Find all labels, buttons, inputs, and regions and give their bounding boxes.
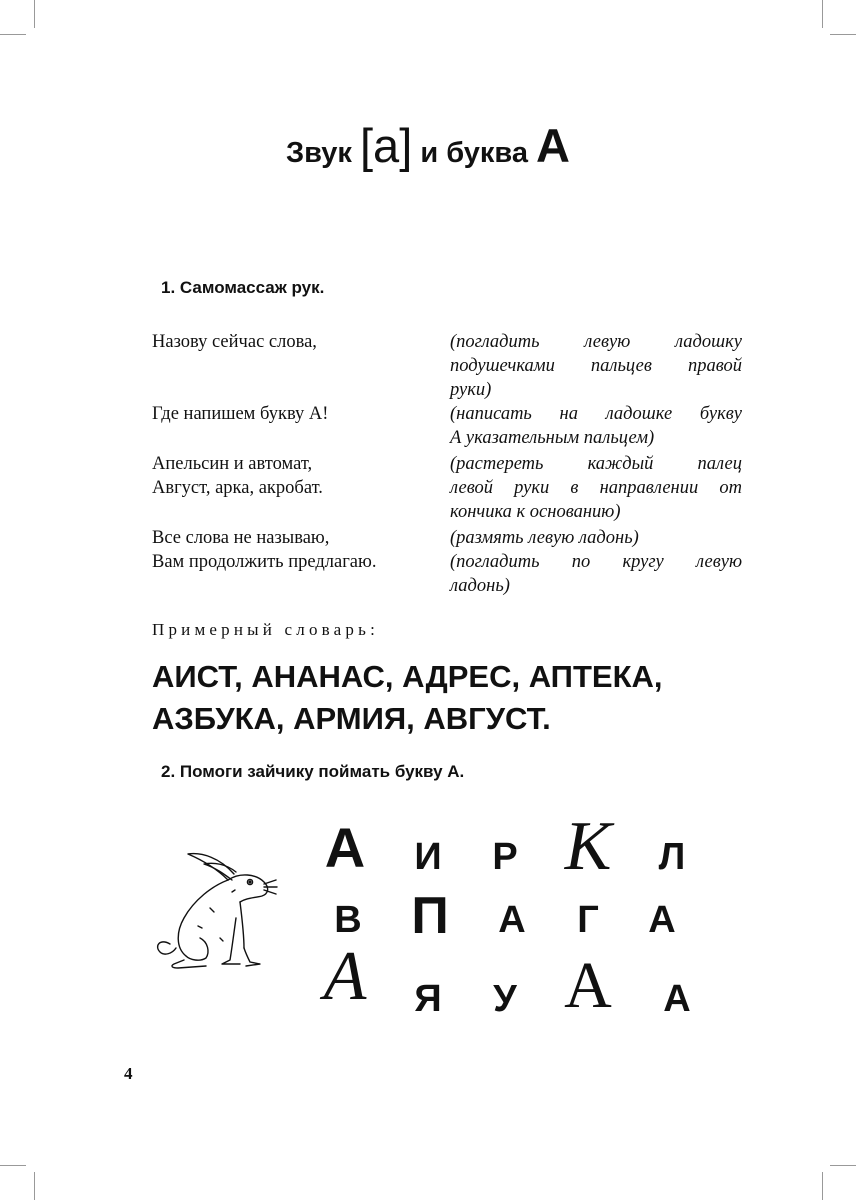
poem-line [152, 476, 742, 500]
poem-line [152, 378, 742, 402]
title-part2: и буква [412, 137, 537, 169]
instruction-text: А указательным пальцем) [450, 428, 655, 448]
poem-line [152, 550, 742, 574]
verse-text: Август, арка, акробат. [152, 478, 323, 498]
grid-letter: А [323, 938, 367, 1015]
poem-stanza [152, 402, 742, 450]
page-number: 4 [124, 1064, 133, 1083]
verse-text [152, 574, 450, 598]
grid-letter: А [564, 949, 612, 1022]
grid-letter: У [493, 978, 517, 1020]
instruction-text: (растереть каждый палец [450, 454, 742, 474]
grid-letter: А [324, 816, 366, 879]
grid-letter: А [663, 978, 691, 1020]
dictionary-line: АЗБУКА, АРМИЯ, АВГУСТ. [152, 701, 551, 736]
rabbit-illustration [150, 848, 280, 973]
verse-text [152, 426, 450, 450]
poem-stanza [152, 452, 742, 524]
crop-mark [34, 0, 35, 28]
crop-mark [830, 1165, 856, 1166]
verse-text: Вам продолжить предлагаю. [152, 552, 377, 572]
poem-line [152, 500, 742, 524]
title-part1: Звук [286, 137, 360, 169]
verse-text: Назову сейчас слова, [152, 332, 317, 352]
instruction-text: руки) [450, 380, 492, 400]
poem-stanza [152, 330, 742, 402]
massage-poem [152, 330, 742, 598]
poem-line [152, 402, 742, 426]
crop-mark [0, 34, 26, 35]
grid-letter: Л [658, 836, 686, 878]
instruction-text: (размять левую ладонь) [450, 528, 639, 548]
verse-text [152, 354, 450, 378]
poem-line [152, 330, 742, 354]
section1-heading: 1. Самомассаж рук. [161, 278, 325, 297]
dictionary-words [152, 656, 772, 740]
grid-letter: А [498, 899, 526, 941]
dictionary-line: АИСТ, АНАНАС, АДРЕС, АПТЕКА, [152, 659, 663, 694]
verse-text [152, 378, 450, 402]
grid-letter: Я [414, 978, 442, 1020]
verse-text: Все слова не называю, [152, 528, 330, 548]
crop-mark [0, 1165, 26, 1166]
instruction-text: (написать на ладошке букву [450, 404, 742, 424]
verse-text: Апельсин и автомат, [152, 454, 313, 474]
verse-text: Где напишем букву А! [152, 404, 329, 424]
verse-text [152, 500, 450, 524]
grid-letter: В [334, 899, 362, 941]
grid-letter: Р [492, 836, 518, 878]
page-title [0, 118, 856, 173]
poem-line [152, 574, 742, 598]
poem-line [152, 354, 742, 378]
title-sound: [а] [360, 119, 413, 172]
grid-letter: И [414, 836, 442, 878]
title-letter: А [536, 119, 570, 172]
instruction-text: левой руки в направлении от [450, 478, 742, 498]
poem-line [152, 526, 742, 550]
crop-mark [34, 1172, 35, 1200]
instruction-text: (погладить левую ладошку [450, 332, 742, 352]
dictionary-label: Примерный словарь: [152, 620, 379, 639]
grid-letter: К [564, 808, 612, 885]
poem-line [152, 426, 742, 450]
crop-mark [822, 1172, 823, 1200]
instruction-text: ладонь) [450, 576, 510, 596]
poem-stanza [152, 526, 742, 598]
grid-letter: П [411, 887, 449, 945]
crop-mark [822, 0, 823, 28]
instruction-text: кончика к основанию) [450, 502, 621, 522]
grid-letter: Г [577, 899, 599, 941]
instruction-text: подушечками пальцев правой [450, 356, 742, 376]
instruction-text: (погладить по кругу левую [450, 552, 742, 572]
grid-letter: А [648, 899, 676, 941]
poem-line [152, 452, 742, 476]
crop-mark [830, 34, 856, 35]
section2-heading: 2. Помоги зайчику поймать букву А. [161, 762, 465, 781]
